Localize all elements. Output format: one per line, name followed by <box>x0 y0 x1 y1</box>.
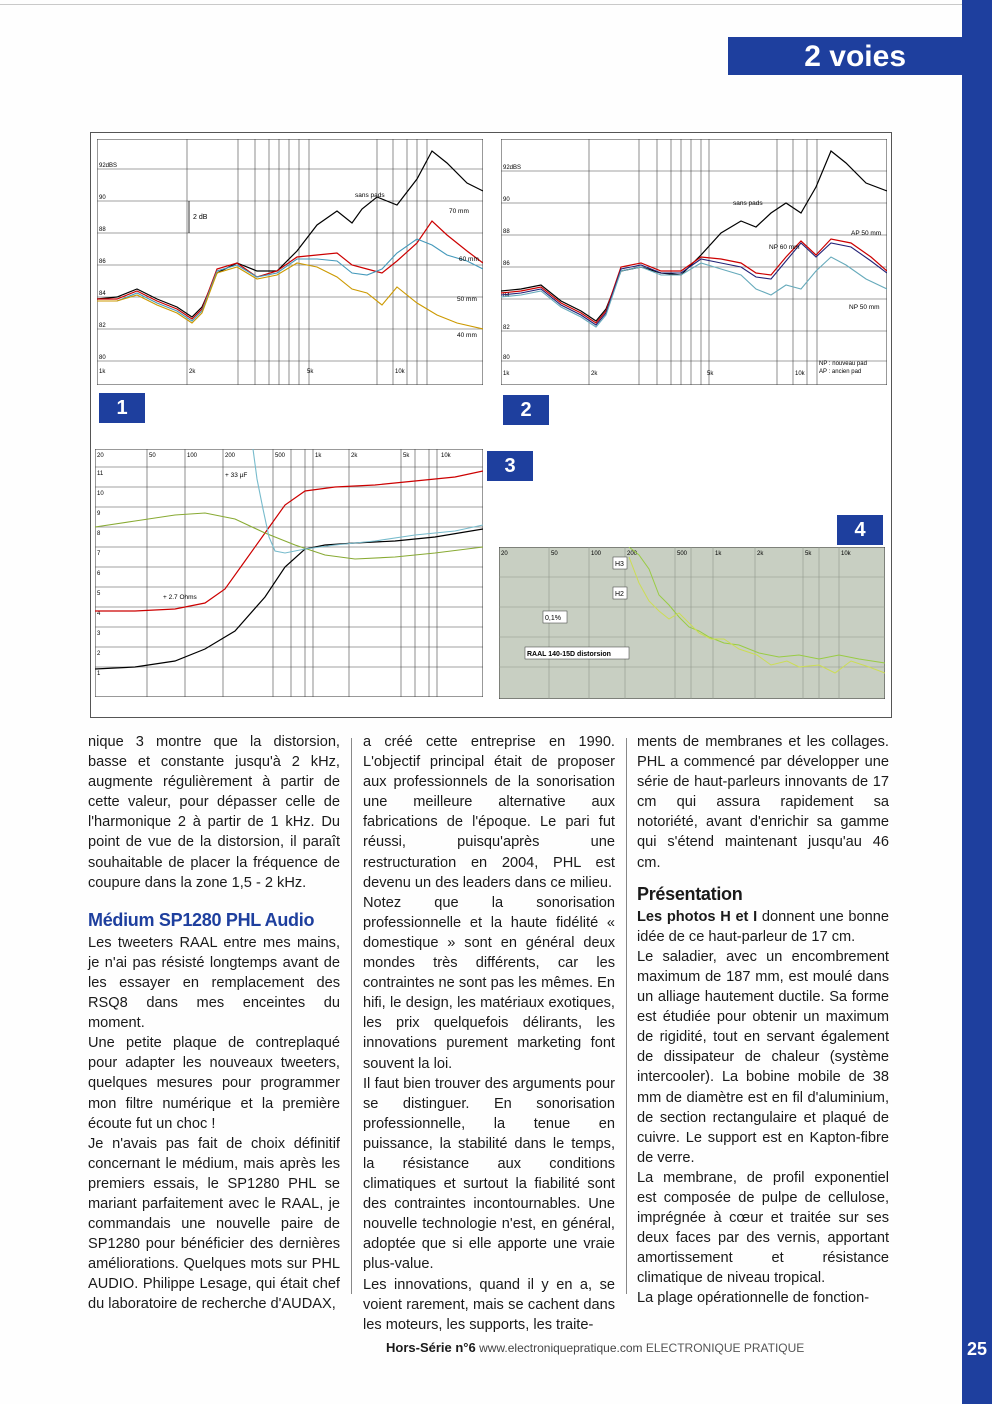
c2-para-1: a créé cette entreprise en 1990. L'objectif principal était de proposer aux professionnels de la sonorisation une meilleure alternative aux fabrications de l'époque. Le pari fut réussi, puisqu'après une restructuration en 2004, PHL est devenu un des leaders dans ce milieu. <box>363 734 615 891</box>
figure-3-badge: 3 <box>487 451 533 481</box>
fig3-ylabel-3: 9 <box>97 511 101 517</box>
figure-3-plot <box>95 449 483 697</box>
fig3-ylabel-7: 5 <box>97 591 101 597</box>
c1-para-3: Une petite plaque de contreplaqué pour adapter les nouveaux tweeters, quelques mesures pour programmer mon filtre numérique et la première écoute fut un choc ! <box>88 1035 340 1132</box>
c2-para-4: Les innovations, quand il y en a, se voient rarement, mais se cachent dans les moteurs, les supports, les traite- <box>363 1276 615 1333</box>
fig1-scale-label: 2 dB <box>193 214 208 221</box>
fig1-annot-60: 60 mm <box>459 256 479 263</box>
fig3-xlabel-1: 50 <box>149 453 156 459</box>
fig3-xlabel-4: 500 <box>275 453 286 459</box>
fig1-ylabel-1: 90 <box>99 195 106 201</box>
fig1-ylabel-5: 82 <box>99 323 106 329</box>
fig1-xlabel-1: 2k <box>189 369 196 375</box>
fig3-ylabel-9: 3 <box>97 631 101 637</box>
fig2-legend-2: AP : ancien pad <box>819 369 862 375</box>
figure-2-badge: 2 <box>503 395 549 425</box>
fig1-ylabel-0: 92dBS <box>99 163 118 169</box>
c3-photos-text: donnent une bonne idée de ce haut-parleur de 17 cm. <box>637 908 889 945</box>
fig2-annot-np60: NP 60 mm <box>769 244 800 251</box>
c3-photos-ref: Les photos H et I <box>637 908 758 925</box>
c3-para-3: Le saladier, avec un encombrement maximum de 187 mm, est moulé dans un alliage hautement ductile. Sa forme est étudiée pour obtenir un maximum de rigidité, tout en servant également de dissipateur de chaleur (système intercooler). La bobine mobile de 38 mm de diamètre est en fil d'aluminium, de section rectangulaire et plaqué de cuivre. Le support est en Kapton-fibre de verre. <box>637 948 889 1166</box>
heading-presentation: Présentation <box>637 883 743 904</box>
fig3-xlabel-6: 2k <box>351 453 358 459</box>
page-number: 25 <box>962 1333 992 1365</box>
fig2-ylabel-0: 92dBS <box>503 165 522 171</box>
fig2-annot-ap50: AP 50 mm <box>851 230 882 237</box>
fig3-ylabel-0: 20 <box>97 453 104 459</box>
fig3-ylabel-2: 10 <box>97 491 104 497</box>
column-separator-2 <box>626 738 627 1294</box>
heading-medium-sp1280: Médium SP1280 PHL Audio <box>88 909 315 930</box>
fig3-annot-res: + 2.7 Ohms <box>163 594 197 601</box>
c2-para-2: Notez que la sonorisation professionnelle et la haute fidélité « domestique » sont en général deux mondes très différents, car les contraintes ne sont pas les mêmes. En hifi, le design, les matériaux exotiques, les prix quelquefois délirants, les innovations purement marketing font souvent la loi. <box>363 894 615 1072</box>
figures-panel <box>90 132 892 718</box>
fig4-xlabel-3: 200 <box>627 551 638 557</box>
fig2-ylabel-6: 80 <box>503 355 510 361</box>
fig2-xlabel-3: 10k <box>795 371 805 377</box>
fig3-ylabel-10: 2 <box>97 651 101 657</box>
fig1-annot-70: 70 mm <box>449 208 469 215</box>
fig1-xlabel-0: 1k <box>99 369 106 375</box>
fig2-legend-1: NP : nouveau pad <box>819 361 867 367</box>
fig4-xlabel-7: 5k <box>805 551 812 557</box>
fig3-xlabel-7: 5k <box>403 453 410 459</box>
fig1-annot-50: 50 mm <box>457 296 477 303</box>
c3-para-1: ments de membranes et les collages. PHL a commencé par développer une série de haut-parleurs innovants de 17 cm qui assura rapidement sa notoriété, avant d'enrichir sa gamme qui s'étend maintenant jusqu'au 46 cm. <box>637 734 889 871</box>
figure-4-plot <box>499 547 885 699</box>
fig3-ylabel-1: 11 <box>97 471 104 477</box>
fig1-xlabel-2: 5k <box>307 369 314 375</box>
fig3-xlabel-2: 100 <box>187 453 198 459</box>
c1-para-1: nique 3 montre que la distorsion, basse et constante jusqu'à 2 kHz, augmente régulièrement à partir de cette valeur, pour dépasser celle de l'harmonique 2 à partir de 1 kHz. Du point de vue de la distorsion, il paraît souhaitable de placer la fréquence de coupure dans la zone 1,5 - 2 kHz. <box>88 734 340 891</box>
fig1-annot-40: 40 mm <box>457 332 477 339</box>
figure-4-badge: 4 <box>837 515 883 545</box>
fig3-ylabel-6: 6 <box>97 571 101 577</box>
fig2-xlabel-2: 5k <box>707 371 714 377</box>
page-edge-band <box>962 0 992 1404</box>
fig4-xlabel-8: 10k <box>841 551 851 557</box>
fig1-ylabel-6: 80 <box>99 355 106 361</box>
fig2-ylabel-4: 84 <box>503 293 510 299</box>
figure-2-plot <box>501 139 887 385</box>
fig3-xlabel-8: 10k <box>441 453 451 459</box>
fig2-ylabel-5: 82 <box>503 325 510 331</box>
c3-para-5: La plage opérationnelle de fonction- <box>637 1290 870 1307</box>
footer-magazine: ELECTRONIQUE PRATIQUE <box>645 1341 805 1355</box>
c3-para-2 <box>637 907 889 947</box>
footer-site: www.electroniquepratique.com <box>479 1341 643 1355</box>
fig4-xlabel-2: 100 <box>591 551 602 557</box>
figure-1-plot <box>97 139 483 385</box>
footer-issue: Hors-Série n°6 <box>386 1340 476 1355</box>
fig4-xlabel-0: 20 <box>501 551 508 557</box>
text-column-3 <box>637 732 889 1309</box>
c1-para-2: Les tweeters RAAL entre mes mains, je n'ai pas résisté longtemps avant de les essayer en remplacement des RSQ8 dans mes enceintes du moment. <box>88 934 340 1032</box>
fig2-annot-np50: NP 50 mm <box>849 304 880 311</box>
text-column-1 <box>88 732 340 1315</box>
text-column-2 <box>363 732 615 1335</box>
fig4-label-pct: 0,1% <box>545 615 561 622</box>
c1-para-4: Je n'avais pas fait de choix définitif concernant le médium, mais après les premiers essais, le SP1280 PHL se mariant parfaitement avec le RAAL, je commandais une nouvelle paire de SP1280 pour bénéficier des dernières améliorations. Quelques mots sur PHL AUDIO. Philippe Lesage, qui était chef du laboratoire de recherche d'AUDAX, <box>88 1135 340 1313</box>
fig1-xlabel-3: 10k <box>395 369 405 375</box>
figure-1-badge: 1 <box>99 393 145 423</box>
fig2-annot-sans-pads: sans pads <box>733 200 763 207</box>
fig4-xlabel-6: 2k <box>757 551 764 557</box>
page-footer <box>386 1340 890 1356</box>
c2-para-3: Il faut bien trouver des arguments pour se distinguer. En sonorisation professionnelle, la tenue en puissance, la stabilité dans le temps, la résistance aux conditions climatiques et surtout la fiabilité sont des contraintes incontournables. Une nouvelle technologie n'est, en général, adoptée que si elle apporte une vraie plus-value. <box>363 1075 615 1273</box>
fig4-label-h3: H3 <box>615 561 624 568</box>
fig4-xlabel-5: 1k <box>715 551 722 557</box>
fig2-ylabel-2: 88 <box>503 229 510 235</box>
fig3-ylabel-11: 1 <box>97 671 101 677</box>
c3-para-4: La membrane, de profil exponentiel est composée de pulpe de cellulose, imprégnée à cœur et traitée sur ses deux faces par des vernis, apportant amortissement et résistance climatique de niveau tropical. <box>637 1169 889 1287</box>
fig2-ylabel-1: 90 <box>503 197 510 203</box>
fig4-label-h2: H2 <box>615 591 624 598</box>
fig1-annot-sans-pads: sans pads <box>355 192 385 199</box>
fig1-ylabel-4: 84 <box>99 291 106 297</box>
fig4-xlabel-1: 50 <box>551 551 558 557</box>
fig3-ylabel-5: 7 <box>97 551 101 557</box>
fig2-ylabel-3: 86 <box>503 261 510 267</box>
fig3-ylabel-8: 4 <box>97 611 101 617</box>
fig3-xlabel-3: 200 <box>225 453 236 459</box>
fig4-xlabel-4: 500 <box>677 551 688 557</box>
fig3-ylabel-4: 8 <box>97 531 101 537</box>
fig4-title: RAAL 140-15D distorsion <box>527 651 611 658</box>
fig3-annot-cap: + 33 µF <box>225 472 248 479</box>
section-tag: 2 voies <box>728 37 962 75</box>
fig2-xlabel-1: 2k <box>591 371 598 377</box>
fig1-ylabel-3: 86 <box>99 259 106 265</box>
fig1-ylabel-2: 88 <box>99 227 106 233</box>
fig3-xlabel-5: 1k <box>315 453 322 459</box>
column-separator-1 <box>351 738 352 1294</box>
fig2-xlabel-0: 1k <box>503 371 510 377</box>
top-rule <box>0 4 962 5</box>
